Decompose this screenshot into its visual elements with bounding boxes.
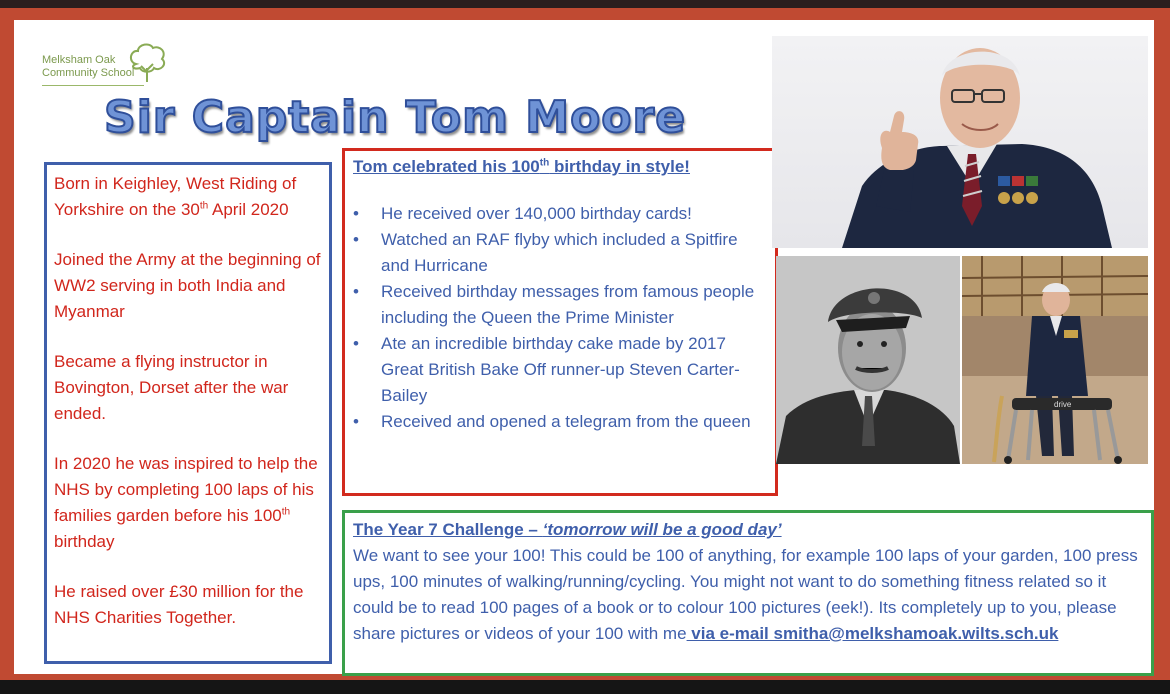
bio-item: Became a flying instructor in Bovington, Dorset after the war ended. — [54, 352, 289, 423]
birthday-list-item: • He received over 140,000 birthday cards! — [353, 201, 767, 227]
page-title: Sir Captain Tom Moore — [104, 92, 687, 143]
birthday-list-item: • Watched an RAF flyby which included a Spitfire and Hurricane — [353, 227, 767, 279]
bio-item: In 2020 he was inspired to help the NHS by completing 100 laps of his families garden before his 100th birthday — [54, 454, 318, 551]
bullet-icon: • — [353, 230, 359, 249]
challenge-tagline: ‘tomorrow will be a good day’ — [542, 520, 782, 539]
birthday-box — [342, 148, 778, 496]
bullet-icon: • — [353, 412, 359, 431]
challenge-body: We want to see your 100! This could be 100 of anything, for example 100 laps of your garden, 100 press ups, 100 minutes of walking/running/cycling. You might not want to do something fitness related so it could be to read 100 pages of a book or to colour 100 pictures (eek!). Its completely up to you, please share pictures or videos of your 100 with me — [353, 546, 1138, 643]
bio-item: He raised over £30 million for the NHS Charities Together. — [54, 582, 304, 627]
birthday-list-item: • Ate an incredible birthday cake made by 2017 Great British Bake Off runner-up Steven Carter-Bailey — [353, 331, 767, 409]
challenge-title: The Year 7 Challenge – ‘tomorrow will be a good day’ — [353, 520, 782, 539]
email-link[interactable]: via e-mail smitha@melkshamoak.wilts.sch.uk — [686, 624, 1059, 643]
bottom-bar — [0, 680, 1170, 694]
birthday-list-item: • Received birthday messages from famous people including the Queen the Prime Minister — [353, 279, 767, 331]
logo-line2: Community School — [42, 67, 135, 79]
slide — [14, 20, 1154, 674]
bullet-icon: • — [353, 282, 359, 301]
birthday-list-item: • Received and opened a telegram from the queen — [353, 409, 767, 435]
logo-line1: Melksham Oak — [42, 54, 116, 66]
school-logo — [42, 42, 182, 94]
birthday-list — [353, 201, 767, 435]
bio-item: Joined the Army at the beginning of WW2 serving in both India and Myanmar — [54, 250, 321, 321]
logo-text — [42, 54, 162, 80]
bio-box — [44, 162, 332, 664]
bullet-icon: • — [353, 334, 359, 353]
logo-underline — [42, 85, 144, 86]
bio-item: Born in Keighley, West Riding of Yorkshire on the 30th April 2020 — [54, 174, 297, 219]
photo-walking-frame — [962, 256, 1148, 464]
bullet-icon: • — [353, 204, 359, 223]
top-bar — [0, 0, 1170, 8]
walker-brand: drive — [1054, 400, 1072, 409]
photo-army-portrait — [776, 256, 960, 464]
photo-thumbs-up — [772, 36, 1148, 248]
challenge-box — [342, 510, 1154, 676]
birthday-title: Tom celebrated his 100th birthday in style! — [353, 157, 690, 176]
